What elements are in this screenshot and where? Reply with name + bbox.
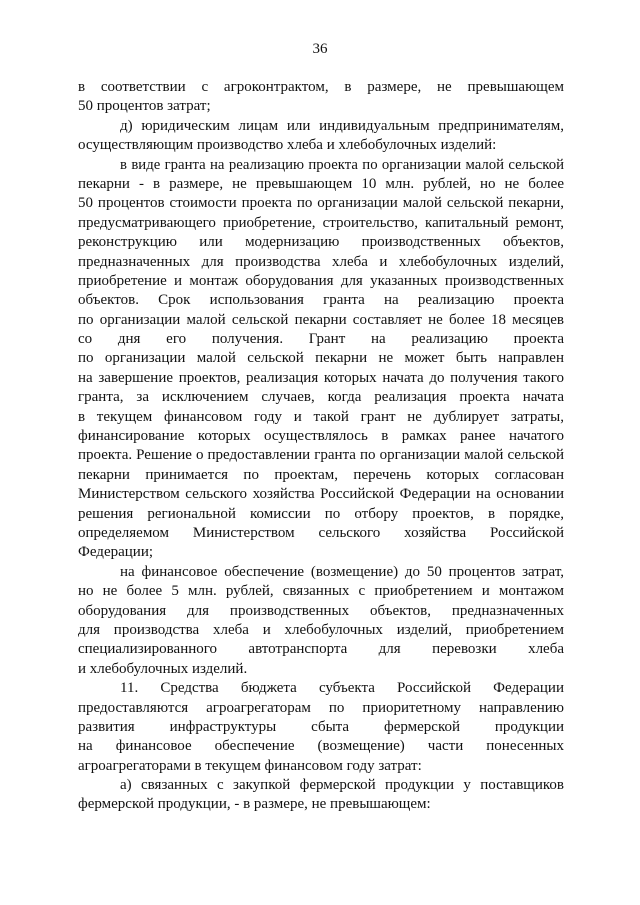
text-line: по организации малой сельской пекарни составляет не более 18 месяцев (78, 311, 564, 328)
text-line: реконструкцию или модернизацию производственных объектов, (78, 234, 564, 251)
text-line: и хлебобулочных изделий. (78, 660, 248, 677)
text-line: агроагрегаторами в текущем финансовом году затрат: (78, 757, 422, 774)
text-line: 50 процентов стоимости проекта по организации малой сельской пекарни, (78, 195, 564, 212)
text-line: приобретение и монтаж оборудования для указанных производственных (78, 272, 564, 289)
text-line: пекарни - в размере, не превышающем 10 млн. рублей, но не более (78, 175, 564, 192)
text-line: проекта. Решение о предоставлении гранта по организации малой сельской (78, 447, 564, 464)
text-line: решения региональной комиссии по отбору проектов, в порядке, (78, 505, 564, 522)
text-line: 11. Средства бюджета субъекта Российской Федерации (120, 680, 564, 697)
text-line: для производства хлеба и хлебобулочных изделий, приобретением (78, 621, 564, 638)
text-line: Министерством сельского хозяйства Российской Федерации на основании (78, 486, 564, 503)
text-line: д) юридическим лицам или индивидуальным предпринимателям, (120, 117, 564, 134)
text-line: Федерации; (78, 544, 154, 561)
text-line: а) связанных с закупкой фермерской продукции у поставщиков (120, 777, 564, 794)
text-line: в соответствии с агроконтрактом, в размере, не превышающем (78, 79, 564, 95)
text-line: финансирование которых осуществлялось в рамках ранее начатого (78, 428, 564, 445)
text-line: оборудования для производственных объектов, предназначенных (78, 602, 564, 619)
text-line: 50 процентов затрат; (78, 98, 211, 115)
text-line: на финансовое обеспечение (возмещение) части понесенных (78, 738, 564, 755)
text-line: в текущем финансовом году и такой грант не дублирует затраты, (78, 408, 564, 425)
text-line: на завершение проектов, реализация которых начата до получения такого (78, 369, 564, 386)
page-number: 36 (312, 41, 328, 57)
text-line: развития инфраструктуры сбыта фермерской продукции (78, 718, 564, 735)
text-line: со дня его получения. Грант на реализацию проекта (78, 331, 564, 348)
text-line: по организации малой сельской пекарни не может быть направлен (78, 350, 564, 367)
text-line: осуществляющим производство хлеба и хлебобулочных изделий: (78, 137, 497, 154)
text-line: предусматривающего приобретение, строительство, капитальный ремонт, (78, 214, 564, 231)
text-line: предоставляются агроагрегаторам по приоритетному направлению (78, 699, 564, 716)
text-line: специализированного автотранспорта для перевозки хлеба (78, 641, 564, 658)
text-line: фермерской продукции, - в размере, не превышающем: (78, 796, 431, 813)
document-body (78, 78, 564, 815)
text-line: предназначенных для производства хлеба и хлебобулочных изделий, (78, 253, 564, 270)
text-line: объектов. Срок использования гранта на реализацию проекта (78, 292, 564, 309)
text-line: определяемом Министерством сельского хозяйства Российской (78, 524, 564, 541)
text-line: пекарни принимается по проектам, перечень которых согласован (78, 466, 564, 483)
text-line: гранта, за исключением случаев, когда реализация проекта начата (78, 389, 564, 406)
text-line: на финансовое обеспечение (возмещение) до 50 процентов затрат, (120, 563, 564, 580)
text-line: но не более 5 млн. рублей, связанных с приобретением и монтажом (78, 583, 564, 600)
text-line: в виде гранта на реализацию проекта по организации малой сельской (120, 156, 564, 173)
